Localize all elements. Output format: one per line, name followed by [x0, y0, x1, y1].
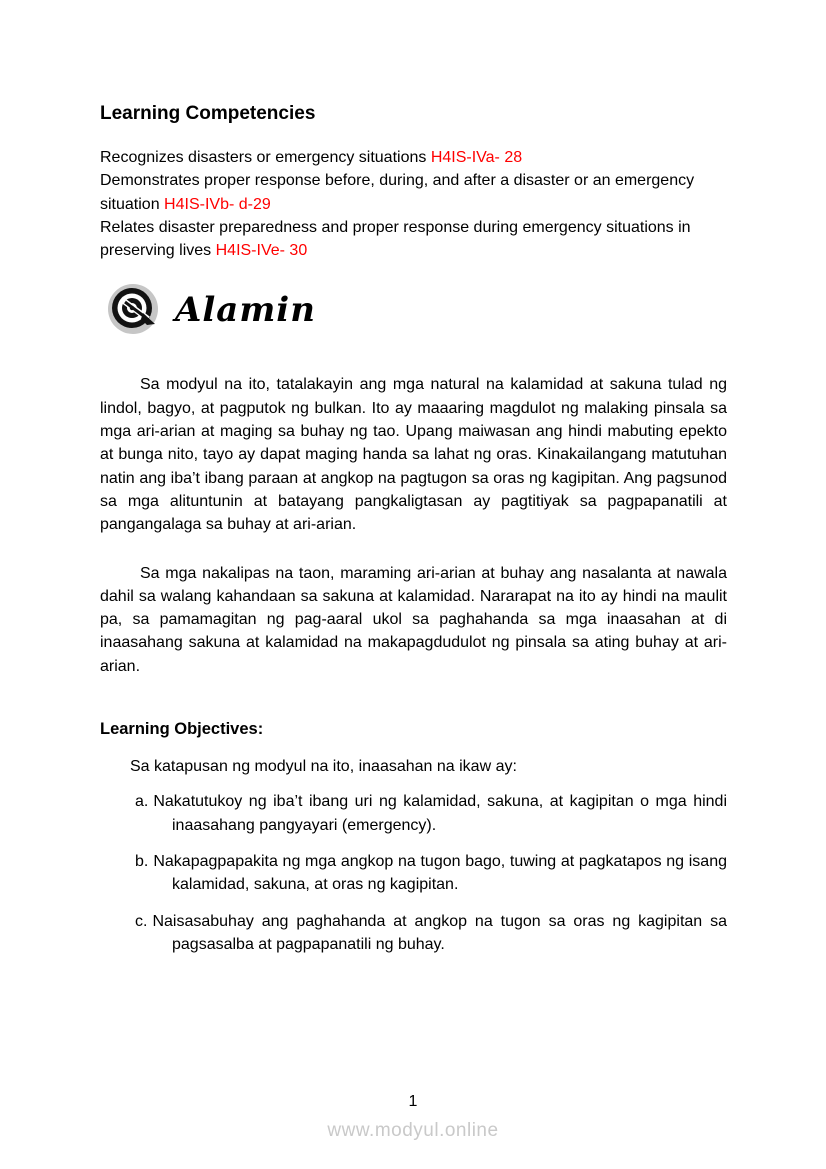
watermark: www.modyul.online: [327, 1120, 499, 1141]
competencies-block: [100, 146, 727, 262]
learning-objectives-heading: [100, 718, 727, 741]
competency-line: [100, 146, 727, 169]
objective-marker: b.: [135, 852, 149, 870]
competency-text: Demonstrates proper response before, during, and after a disaster or an emergency situation: [100, 172, 695, 213]
learning-objectives-label: Learning Objectives: [100, 720, 258, 739]
alamin-title: Alamin: [175, 290, 316, 331]
objective-item-a: [100, 790, 727, 837]
competency-line: [100, 169, 727, 216]
alamin-paragraph-2: Sa mga nakalipas na taon, maraming ari-arian at buhay ang nasalanta at nawala dahil sa walang kahandaan sa sakuna at kalamidad. Nararapat na ito ay hindi na maulit pa, sa pamamagitan ng pag-aaral ukol sa paghahanda sa mga inaasahan at di inaasahang sakuna at kalamidad na makapagdudulot ng pinsala sa ating buhay at ari-arian.: [100, 564, 727, 675]
competency-code: H4IS-IVb- d-29: [164, 195, 271, 213]
objective-text: Nakapagpapakita ng mga angkop na tugon bago, tuwing at pagkatapos ng isang kalamidad, sakuna, at oras ng kagipitan.: [153, 852, 727, 894]
objectives-intro: Sa katapusan ng modyul na ito, inaasahan na ikaw ay:: [130, 758, 517, 776]
alamin-paragraph-1: Sa modyul na ito, tatalakayin ang mga natural na kalamidad at sakuna tulad ng lindol, bagyo, at pagputok ng bulkan. Ito ay maaaring magdulot ng malaking pinsala sa mga ari-arian at maging sa buhay ng tao. Upang maiwasan ang hindi mabuting epekto at bunga nito, tayo ay dapat maging handa sa lahat ng oras. Kinakailangang matutuhan natin ang iba’t ibang paraan at angkop na pagtugon sa oras ng kagipitan. Ang pagsunod sa mga alituntunin at batayang pangkaligtasan ay pagtitiyak sa pagpapanatili at pangangalaga sa buhay at ari-arian.: [100, 376, 727, 534]
objectives-list: [100, 790, 727, 956]
learning-competencies-heading: Learning Competencies: [100, 103, 316, 124]
competency-text: Relates disaster preparedness and proper response during emergency situations in preserving lives: [100, 218, 691, 260]
page-number: 1: [408, 1093, 418, 1110]
objective-marker: c.: [135, 912, 148, 930]
target-dart-icon: [107, 283, 161, 337]
objective-item-c: [100, 910, 727, 957]
competency-code: H4IS-IVa- 28: [430, 149, 523, 166]
competency-text: Recognizes disasters or emergency situations: [100, 149, 431, 166]
alamin-section-header: [100, 284, 727, 336]
objective-text: Nakatutukoy ng iba’t ibang uri ng kalamidad, sakuna, at kagipitan o mga hindi inaasahang pangyayari (emergency).: [153, 793, 727, 834]
competency-code: H4IS-IVe- 30: [215, 242, 308, 260]
objective-text: Naisasabuhay ang paghahanda at angkop na tugon sa oras ng kagipitan sa pagsasalba at pagpapanatili ng buhay.: [152, 912, 727, 953]
competency-line: [100, 216, 727, 263]
learning-objectives-colon: :: [257, 720, 264, 739]
objective-marker: a.: [135, 793, 149, 811]
objective-item-b: [100, 850, 727, 897]
